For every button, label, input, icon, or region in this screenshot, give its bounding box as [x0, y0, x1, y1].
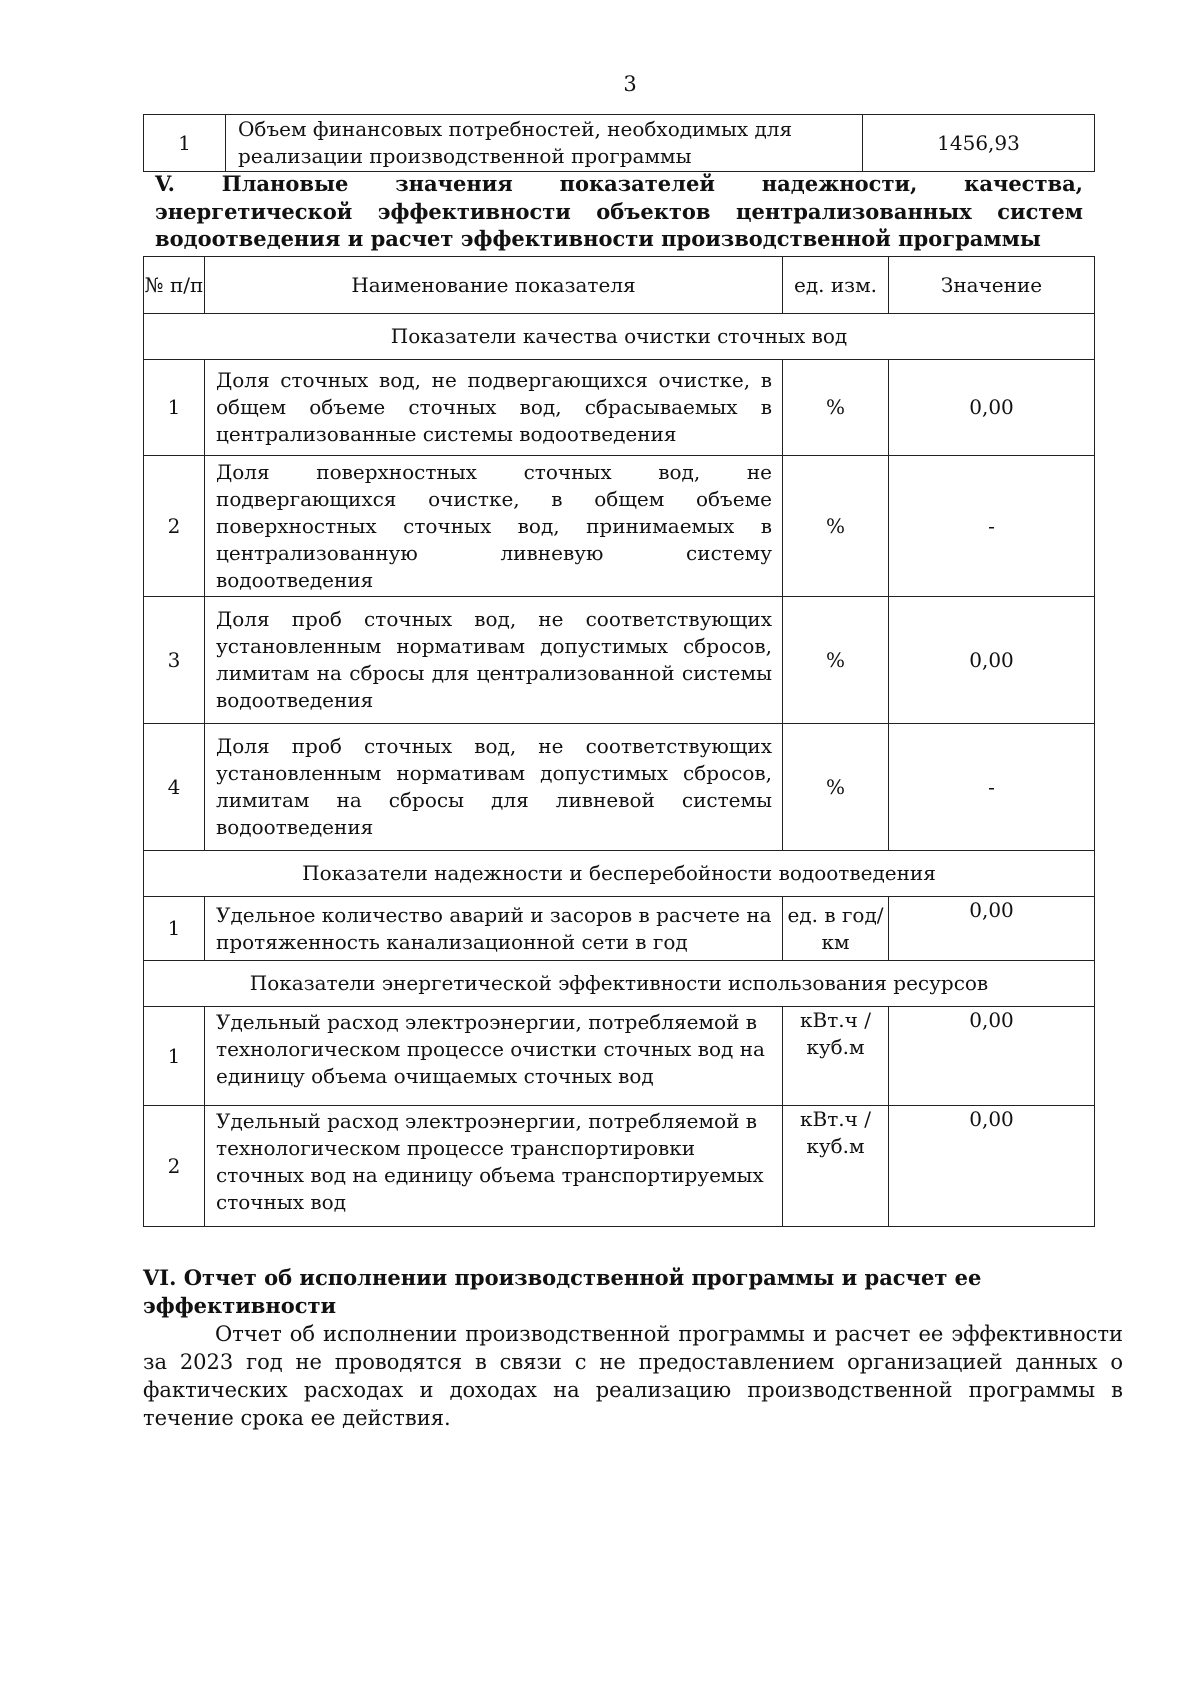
row-unit: кВт.ч / куб.м — [783, 1007, 889, 1106]
finance-row-value: 1456,93 — [863, 115, 1095, 172]
row-name: Доля сточных вод, не подвергающихся очистке, в общем объеме сточных вод, сбрасываемых в централизованные системы водоотведения — [205, 360, 783, 456]
group-row-quality — [144, 314, 1095, 360]
row-name: Доля поверхностных сточных вод, не подвергающихся очистке, в общем объеме поверхностных сточных вод, принимаемых в централизованную ливневую систему водоотведения — [205, 456, 783, 597]
finance-table — [143, 114, 1095, 172]
section-5-title: V. Плановые значения показателей надежности, качества, энергетической эффективности объектов централизованных систем водоотведения и расчет эффективности производственной программы — [155, 171, 1083, 251]
page-number: 3 — [623, 72, 637, 96]
table-row — [144, 897, 1095, 961]
row-name: Удельный расход электроэнергии, потребляемой в технологическом процессе транспортировки сточных вод на единицу объема транспортируемых сточных вод — [205, 1106, 783, 1227]
row-number: 2 — [144, 1106, 205, 1227]
row-name: Доля проб сточных вод, не соответствующих установленным нормативам допустимых сбросов, лимитам на сбросы для ливневой системы водоотведения — [205, 724, 783, 851]
header-num: № п/п — [144, 257, 205, 314]
table-row — [144, 724, 1095, 851]
row-unit: % — [783, 360, 889, 456]
group-row-energy — [144, 961, 1095, 1007]
row-unit: % — [783, 597, 889, 724]
table-row — [144, 115, 1095, 172]
finance-row-name: Объем финансовых потребностей, необходимых для реализации производственной программы — [226, 115, 863, 172]
table-row — [144, 1106, 1095, 1227]
row-unit: кВт.ч / куб.м — [783, 1106, 889, 1227]
row-value: 0,00 — [889, 897, 1095, 961]
header-value: Значение — [889, 257, 1095, 314]
row-unit: % — [783, 724, 889, 851]
row-unit: ед. в год/ км — [783, 897, 889, 961]
row-name: Удельное количество аварий и засоров в расчете на протяженность канализационной сети в год — [205, 897, 783, 961]
row-value: 0,00 — [889, 360, 1095, 456]
finance-row-number: 1 — [144, 115, 226, 172]
row-name: Доля проб сточных вод, не соответствующих установленным нормативам допустимых сбросов, лимитам на сбросы для централизованной системы водоотведения — [205, 597, 783, 724]
table-row — [144, 597, 1095, 724]
row-number: 2 — [144, 456, 205, 597]
row-number: 4 — [144, 724, 205, 851]
group-title: Показатели качества очистки сточных вод — [144, 314, 1095, 360]
group-row-reliability — [144, 851, 1095, 897]
row-number: 3 — [144, 597, 205, 724]
row-value: 0,00 — [889, 597, 1095, 724]
row-number: 1 — [144, 1007, 205, 1106]
table-row — [144, 360, 1095, 456]
row-number: 1 — [144, 360, 205, 456]
row-unit: % — [783, 456, 889, 597]
row-name: Удельный расход электроэнергии, потребляемой в технологическом процессе очистки сточных вод на единицу объема очищаемых сточных вод — [205, 1007, 783, 1106]
section-6-paragraph: Отчет об исполнении производственной программы и расчет ее эффективности за 2023 год не проводятся в связи с не предоставлением организацией данных о фактических расходах и доходах на реализацию производственной программы в течение срока ее действия. — [143, 1322, 1123, 1430]
row-value: 0,00 — [889, 1106, 1095, 1227]
table-row — [144, 456, 1095, 597]
section-6-title: VI. Отчет об исполнении производственной программы и расчет ее эффективности — [143, 1265, 982, 1318]
group-title: Показатели надежности и бесперебойности водоотведения — [144, 851, 1095, 897]
row-value: - — [889, 724, 1095, 851]
table-row — [144, 1007, 1095, 1106]
row-number: 1 — [144, 897, 205, 961]
row-value: - — [889, 456, 1095, 597]
row-value: 0,00 — [889, 1007, 1095, 1106]
header-unit: ед. изм. — [783, 257, 889, 314]
group-title: Показатели энергетической эффективности использования ресурсов — [144, 961, 1095, 1007]
header-name: Наименование показателя — [205, 257, 783, 314]
indicators-table — [143, 256, 1095, 1227]
table-header-row — [144, 257, 1095, 314]
